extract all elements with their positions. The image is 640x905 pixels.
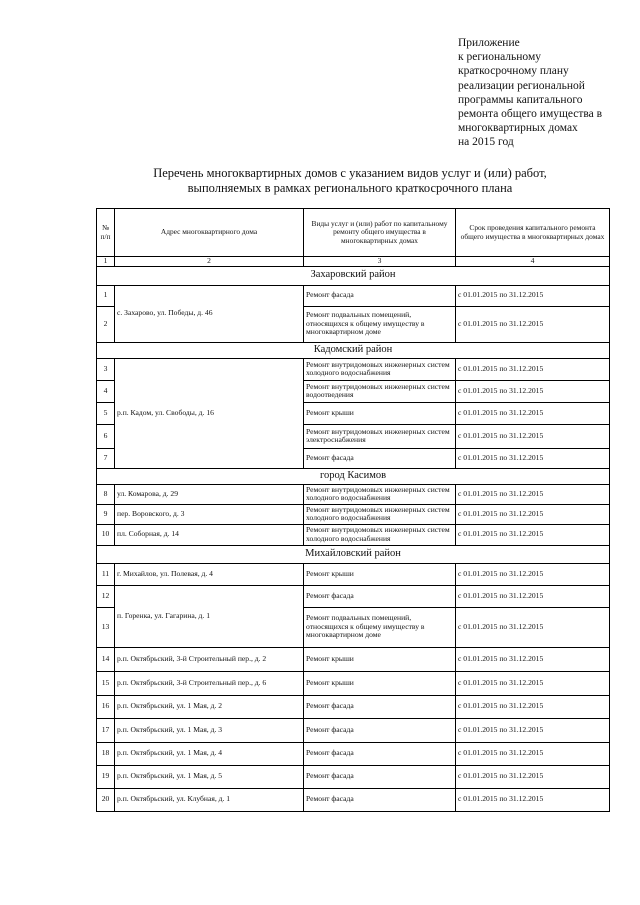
row-address: р.п. Октябрьский, ул. 1 Мая, д. 5 [115,765,304,788]
table-row [97,524,610,545]
row-number: 18 [97,742,115,765]
district-name: Захаровский район [97,266,610,285]
row-number: 19 [97,765,115,788]
row-address: р.п. Октябрьский, 3-й Строительный пер., д. 6 [115,671,304,695]
row-address: пер. Воровского, д. 3 [115,504,304,524]
table-row [97,765,610,788]
row-address: р.п. Кадом, ул. Свободы, д. 16 [115,358,304,468]
row-address: г. Михайлов, ул. Полевая, д. 4 [115,563,304,585]
row-number: 8 [97,484,115,504]
district-row [97,545,610,563]
table-row [97,358,610,380]
row-term: с 01.01.2015 по 31.12.2015 [456,695,610,718]
header-num: № п/п [97,209,115,257]
row-works: Ремонт подвальных помещений, относящихся к общему имуществу в многоквартирном доме [304,607,456,647]
row-works: Ремонт фасада [304,718,456,742]
row-number: 13 [97,607,115,647]
column-number: 2 [115,257,304,267]
row-works: Ремонт внутридомовых инженерных систем холодного водоснабжения [304,484,456,504]
district-name: Кадомский район [97,342,610,358]
row-number: 16 [97,695,115,718]
row-number: 2 [97,306,115,342]
appendix-line: реализации региональной [458,79,585,92]
appendix-caption [458,36,628,150]
title-line-2: выполняемых в рамках регионального краткосрочного плана [187,181,513,195]
table-row [97,671,610,695]
column-number: 4 [456,257,610,267]
row-works: Ремонт фасада [304,695,456,718]
row-works: Ремонт внутридомовых инженерных систем электроснабжения [304,424,456,448]
row-term: с 01.01.2015 по 31.12.2015 [456,306,610,342]
row-term: с 01.01.2015 по 31.12.2015 [456,765,610,788]
document-title [90,166,610,196]
row-number: 9 [97,504,115,524]
row-works: Ремонт внутридомовых инженерных систем водоотведения [304,380,456,402]
row-number: 10 [97,524,115,545]
row-term: с 01.01.2015 по 31.12.2015 [456,788,610,811]
row-number: 5 [97,402,115,424]
row-term: с 01.01.2015 по 31.12.2015 [456,647,610,671]
column-number: 3 [304,257,456,267]
table-row [97,504,610,524]
row-number: 20 [97,788,115,811]
row-term: с 01.01.2015 по 31.12.2015 [456,504,610,524]
row-address: р.п. Октябрьский, ул. 1 Мая, д. 2 [115,695,304,718]
row-term: с 01.01.2015 по 31.12.2015 [456,484,610,504]
header-term: Срок проведения капитального ремонта общего имущества в многоквартирных домах [456,209,610,257]
column-number-row [97,257,610,267]
row-address: р.п. Октябрьский, ул. Клубная, д. 1 [115,788,304,811]
table-row [97,585,610,607]
row-number: 7 [97,448,115,468]
row-term: с 01.01.2015 по 31.12.2015 [456,402,610,424]
row-works: Ремонт подвальных помещений, относящихся к общему имуществу в многоквартирном доме [304,306,456,342]
row-works: Ремонт крыши [304,563,456,585]
row-term: с 01.01.2015 по 31.12.2015 [456,718,610,742]
district-row [97,266,610,285]
appendix-line: краткосрочному плану [458,65,569,78]
table-header-row [97,209,610,257]
row-term: с 01.01.2015 по 31.12.2015 [456,380,610,402]
row-number: 12 [97,585,115,607]
row-address: р.п. Октябрьский, 3-й Строительный пер., д. 2 [115,647,304,671]
table-row [97,788,610,811]
row-term: с 01.01.2015 по 31.12.2015 [456,448,610,468]
row-works: Ремонт внутридомовых инженерных систем холодного водоснабжения [304,504,456,524]
header-works: Виды услуг и (или) работ по капитальному ремонту общего имущества в многоквартирных домах [304,209,456,257]
table-row [97,718,610,742]
row-number: 15 [97,671,115,695]
header-address: Адрес многоквартирного дома [115,209,304,257]
appendix-line: к региональному [458,51,541,64]
row-address: р.п. Октябрьский, ул. 1 Мая, д. 3 [115,718,304,742]
row-works: Ремонт фасада [304,285,456,306]
row-address: с. Захарово, ул. Победы, д. 46 [115,285,304,342]
houses-table [96,208,610,812]
table-row [97,484,610,504]
row-number: 1 [97,285,115,306]
row-address: р.п. Октябрьский, ул. 1 Мая, д. 4 [115,742,304,765]
table-row [97,742,610,765]
row-number: 17 [97,718,115,742]
row-number: 3 [97,358,115,380]
column-number: 1 [97,257,115,267]
row-number: 4 [97,380,115,402]
row-term: с 01.01.2015 по 31.12.2015 [456,424,610,448]
district-name: город Касимов [97,468,610,484]
table-row [97,647,610,671]
row-term: с 01.01.2015 по 31.12.2015 [456,671,610,695]
row-works: Ремонт крыши [304,647,456,671]
row-works: Ремонт фасада [304,765,456,788]
row-works: Ремонт крыши [304,671,456,695]
row-number: 6 [97,424,115,448]
row-works: Ремонт фасада [304,448,456,468]
table-row [97,563,610,585]
title-line-1: Перечень многоквартирных домов с указанием видов услуг и (или) работ, [153,166,547,180]
table-row [97,695,610,718]
row-term: с 01.01.2015 по 31.12.2015 [456,285,610,306]
row-term: с 01.01.2015 по 31.12.2015 [456,585,610,607]
appendix-line: на 2015 год [458,136,514,149]
row-works: Ремонт фасада [304,742,456,765]
row-number: 14 [97,647,115,671]
row-works: Ремонт фасада [304,585,456,607]
appendix-line: ремонта общего имущества в [458,108,603,121]
row-address: п. Горенка, ул. Гагарина, д. 1 [115,585,304,647]
district-row [97,468,610,484]
row-term: с 01.01.2015 по 31.12.2015 [456,524,610,545]
table-row [97,285,610,306]
row-works: Ремонт внутридомовых инженерных систем холодного водоснабжения [304,524,456,545]
row-works: Ремонт внутридомовых инженерных систем холодного водоснабжения [304,358,456,380]
row-works: Ремонт фасада [304,788,456,811]
district-row [97,342,610,358]
district-name: Михайловский район [97,545,610,563]
row-address: ул. Комарова, д. 29 [115,484,304,504]
row-term: с 01.01.2015 по 31.12.2015 [456,563,610,585]
appendix-line: многоквартирных домах [458,122,578,135]
row-works: Ремонт крыши [304,402,456,424]
appendix-line: Приложение [458,37,520,49]
row-term: с 01.01.2015 по 31.12.2015 [456,358,610,380]
appendix-line: программы капитального [458,93,583,106]
row-address: пл. Соборная, д. 14 [115,524,304,545]
row-term: с 01.01.2015 по 31.12.2015 [456,607,610,647]
row-term: с 01.01.2015 по 31.12.2015 [456,742,610,765]
row-number: 11 [97,563,115,585]
